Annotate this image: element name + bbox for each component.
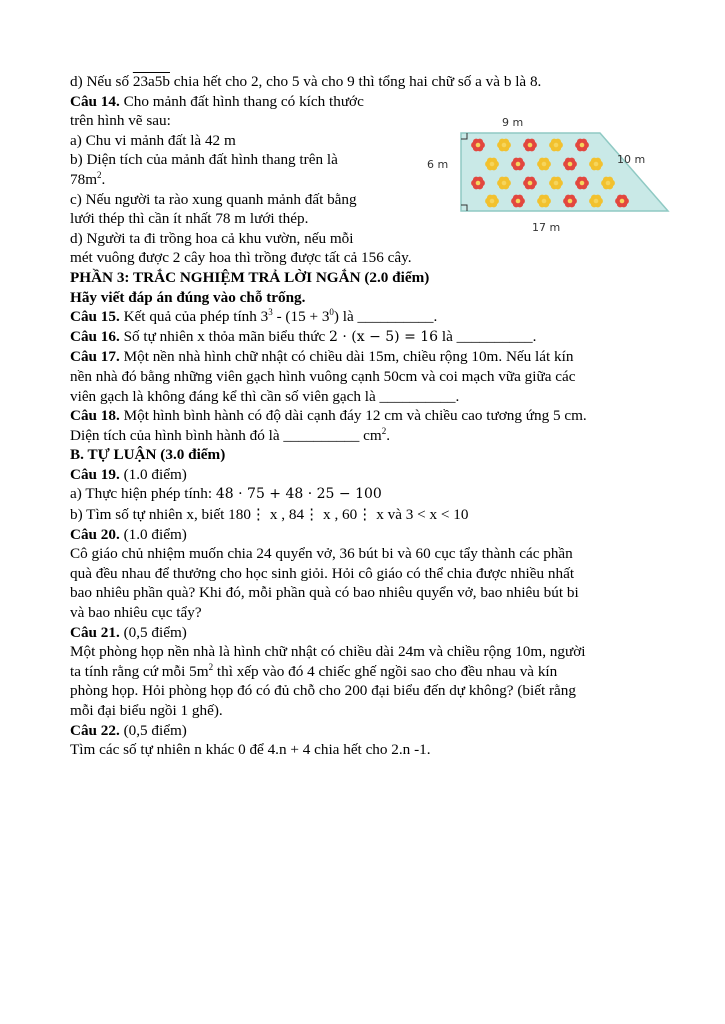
text-line: viên gạch là không đáng kể thì cần số viên gạch là __________. xyxy=(70,387,460,405)
section-b-title xyxy=(70,445,660,465)
text-line: quà đều nhau để thưởng cho học sinh giỏi. Hỏi cô giáo có thể chia được nhiều nhất xyxy=(70,564,575,582)
superscript: 3 xyxy=(268,307,273,318)
text-line: $78m^2$. xyxy=(70,169,106,188)
text: Kết quả của phép tính 3 xyxy=(119,308,269,326)
q19 xyxy=(70,465,660,485)
text-line xyxy=(70,662,660,682)
section-title: B. TỰ LUẬN (3.0 điểm) xyxy=(70,446,226,464)
q15 xyxy=(70,307,660,327)
text-line: a) Chu vi mảnh đất là 42 m xyxy=(70,131,236,149)
label-top: 9 m xyxy=(502,116,524,129)
q17 xyxy=(70,347,660,367)
question-label: Câu 20. xyxy=(70,525,120,543)
text-line: bao nhiêu phần quà? Khi đó, mỗi phần quà có bao nhiêu quyển vở, bao nhiêu bút bi xyxy=(70,584,579,602)
question-label: Câu 15. xyxy=(70,308,120,326)
q14-heading xyxy=(70,92,660,112)
q22 xyxy=(70,721,660,741)
text-line: trên hình vẽ sau: xyxy=(70,112,171,130)
text: Cho mảnh đất hình thang có kích thước xyxy=(119,92,364,110)
text: ta tính rằng cứ mỗi 5m xyxy=(70,662,209,680)
text: thì xếp vào đó 4 chiếc ghế ngồi sao cho đều nhau và kín xyxy=(213,662,558,680)
text-line xyxy=(70,426,660,446)
question-label: Câu 19. xyxy=(70,465,120,483)
question-label: Câu 17. xyxy=(70,348,120,366)
superscript: 0 xyxy=(329,307,334,318)
label-right: 10 m xyxy=(617,153,646,166)
text-line: mỗi đại biểu ngồi 1 ghế). xyxy=(70,702,223,719)
text: là __________. xyxy=(438,327,537,345)
question-label: Câu 21. xyxy=(70,623,120,641)
text-line xyxy=(70,484,660,505)
part3-title xyxy=(70,268,660,288)
points: (1.0 điểm) xyxy=(119,465,187,483)
text: a) Thực hiện phép tính: xyxy=(70,485,216,503)
text-line: Một phòng họp nền nhà là hình chữ nhật có chiều dài 24m và chiều rộng 10m, người xyxy=(70,643,586,661)
question-label: Câu 14. xyxy=(70,92,120,110)
line-1 xyxy=(70,72,660,92)
label-bottom: 17 m xyxy=(532,221,561,234)
q20 xyxy=(70,525,660,545)
text: Diện tích của hình bình hành đó là __________ cm xyxy=(70,426,382,444)
text: ) là __________. xyxy=(333,308,438,326)
text-line: b) Diện tích của mảnh đất hình thang trên là xyxy=(70,151,338,169)
points: (1.0 điểm) xyxy=(119,525,187,543)
section-subtitle: Hãy viết đáp án đúng vào chỗ trống. xyxy=(70,288,306,306)
text-line: và bao nhiêu cục tẩy? xyxy=(70,604,202,622)
text-line: lưới thép thì cần ít nhất 78 m lưới thép. xyxy=(70,210,309,228)
text: - (15 + 3 xyxy=(272,308,330,326)
superscript: 2 xyxy=(97,169,102,180)
text: Một hình bình hành có độ dài cạnh đáy 12 cm và chiều cao tương ứng 5 cm. xyxy=(119,407,587,425)
math-expression: 2 · (x − 5) = 16 xyxy=(329,328,439,345)
points: (0,5 điểm) xyxy=(119,721,187,739)
superscript: 2 xyxy=(381,425,387,436)
text-line: Cô giáo chủ nhiệm muốn chia 24 quyển vở, 36 bút bi và 60 cục tẩy thành các phần xyxy=(70,545,573,563)
text: chia hết cho 2, cho 5 và cho 9 thì tổng hai chữ số a và b là 8. xyxy=(169,73,542,90)
text-line: Tìm các số tự nhiên n khác 0 để 4.n + 4 chia hết cho 2.n -1. xyxy=(70,741,431,759)
points: (0,5 điểm) xyxy=(119,623,187,641)
text: 78m xyxy=(70,170,98,188)
text-line: c) Nếu người ta rào xung quanh mảnh đất bằng xyxy=(70,190,357,208)
text: Số tự nhiên x thỏa mãn biểu thức xyxy=(119,327,330,345)
text: d) Nếu số xyxy=(70,73,133,90)
q16 xyxy=(70,327,660,348)
text: Một nền nhà hình chữ nhật có chiều dài 15m, chiều rộng 10m. Nếu lát kín xyxy=(119,348,574,366)
text: . xyxy=(386,426,391,444)
text-line: b) Tìm số tự nhiên x, biết 180⋮ x , 84⋮ x , 60⋮ x và 3 < x < 10 xyxy=(70,506,469,524)
trapezoid-figure xyxy=(420,113,682,237)
question-label: Câu 22. xyxy=(70,721,120,739)
section-title: PHẦN 3: TRẮC NGHIỆM TRẢ LỜI NGẮN (2.0 điểm) xyxy=(70,268,430,286)
part3-subtitle xyxy=(70,288,660,308)
q18 xyxy=(70,406,660,426)
q21 xyxy=(70,623,660,643)
text-line: phòng họp. Hỏi phòng họp đó có đủ chỗ cho 200 đại biểu đến dự không? (biết rằng xyxy=(70,682,576,700)
superscript: 2 xyxy=(208,661,214,672)
question-label: Câu 18. xyxy=(70,407,120,425)
text-line: d) Người ta đi trồng hoa cả khu vườn, nếu mỗi xyxy=(70,229,354,247)
question-label: Câu 16. xyxy=(70,327,120,345)
text-line: mét vuông được 2 cây hoa thì trồng được tất cả 156 cây. xyxy=(70,249,412,267)
label-left: 6 m xyxy=(427,158,449,171)
text-line: nền nhà đó bằng những viên gạch hình vuông cạnh 50cm và coi mạch vữa giữa các xyxy=(70,367,576,385)
overlined-number: 23a5b xyxy=(132,73,170,90)
math-expression: 48 · 75 + 48 · 25 − 100 xyxy=(215,486,382,503)
